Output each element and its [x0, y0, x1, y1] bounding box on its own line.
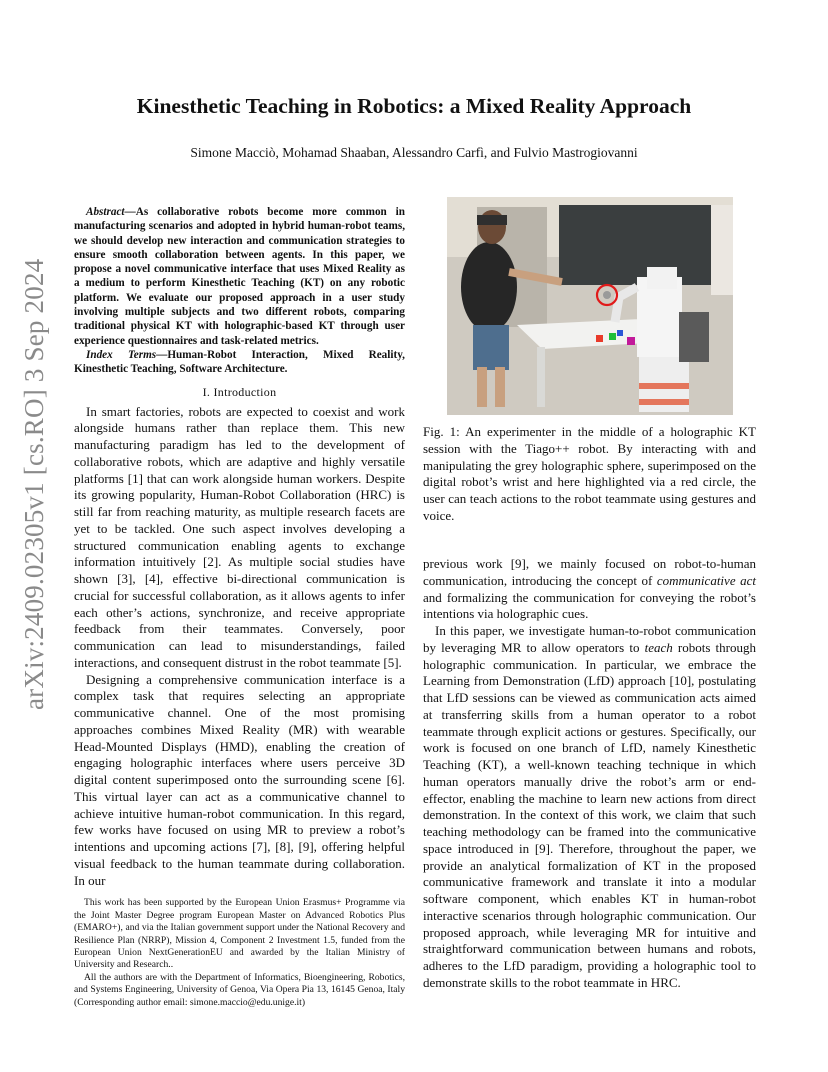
abstract-lead: Abstract	[86, 206, 125, 218]
paper-title: Kinesthetic Teaching in Robotics: a Mixed Reality Approach	[136, 94, 692, 118]
figure-1-caption: Fig. 1: An experimenter in the middle of a holographic KT session with the Tiago++ robot. By interacting with and manipulating the grey holographic sphere, superimposed on the digital robot’s wrist and here highlighted via a red circle, the user can teach actions to the robot teammate using gestures and voice.	[423, 424, 756, 523]
abstract	[74, 205, 405, 348]
index-terms	[74, 348, 405, 377]
figure-1-photo	[447, 197, 733, 415]
text-span: In this paper, we investigate human-to-robot communication by leveraging MR to allow operators to	[423, 623, 756, 655]
funding-footnote: This work has been supported by the European Union Erasmus+ Programme via the Joint Master Degree program European Master on Advanced Robotics Plus (EMARO+), and via the Italian government support under the National Recovery and Resilience Plan (NRRP), Mission 4, Component 2 Investment 1.5, funded from the European Union NextGenerationEU and awarded by the Italian Ministry of University and Research..	[74, 897, 405, 971]
right-paragraph-2	[423, 623, 756, 992]
emphasis-teach: teach	[644, 639, 673, 655]
abstract-text: As collaborative robots become more common in manufacturing scenarios and adopted in hybrid human-robot teams, we should develop new interaction and communication strategies to ensure smooth collaboration between agents. In this paper, we propose a novel communicative interface that uses Mixed Reality as a medium to perform Kinesthetic Teaching (KT) on any robotic platform. We evaluate our proposed approach in a user study involving multiple subjects and two different robots, comparing traditional physical KT with holographic-based KT through user experience questionnaires and task-related metrics.	[74, 206, 405, 347]
index-terms-lead: Index Terms	[86, 348, 157, 361]
text-span: robots through holographic communication. In particular, we embrace the Learning from Demonstration (LfD) approach [10], postulating that LfD sessions can be viewed as communication acts aimed at transferring skills from a human operator to a robot teammate through explicit actions or gestures. Specifically, our work is focused on one branch of LfD, namely Kinesthetic Teaching (KT), a well-known teaching technique in which human operators manually drive the robot’s arm or end-effector, enabling the machine to learn new actions from direct demonstration. In the context of this work, we claim that such teaching methodology can be framed into the communicative space introduced in [9]. Therefore, throughout the paper, we provide an analytical formalization of KT in the proposed communicative framework and translate it into a modular software component, which enables KT in human-robot interactive scenarios through holographic communication. Our proposed approach, while leveraging MR for intuitive and straightforward communication between humans and robots, adheres to the LfD paradigm, providing a holographic tool to demonstrate skills to the robot teammate in HRC.	[423, 639, 756, 990]
section-heading-text: I. Introduction	[202, 384, 277, 399]
right-column	[423, 556, 756, 992]
intro-paragraph: In smart factories, robots are expected to coexist and work alongside humans rather than replace them. This new manufacturing paradigm has led to the development of collaborative robots, which are adaptive and highly versatile platforms [1] that can work alongside human workers. Despite its growing popularity, Human-Robot Collaboration (HRC) is still far from reaching maturity, as multiple research facets are yet to be tackled. One such aspect involves developing a structured communication enabling agents to exchange information intuitively [2]. As multiple social studies have shown [3], [4], effective bi-directional communication is crucial for successful collaboration, as it allows agents to infer each other’s actions, synchronize, and receive appropriate feedback from their teammates. Conversely, poor communication can lead to misunderstandings, failed interactions, and consequent distrust in the robot teammate [5].	[74, 403, 405, 670]
affiliation-footnote: All the authors are with the Department of Informatics, Bioengineering, Robotics, and Systems Engineering, University of Genoa, Via Opera Pia 13, 16145 Genoa, Italy (Corresponding author email: simone.maccio@edu.unige.it)	[74, 971, 405, 1008]
index-terms-text: Human-Robot Interaction, Mixed Reality, Kinesthetic Teaching, Software Architecture.	[74, 348, 405, 376]
right-paragraph-1	[423, 556, 756, 623]
author-list: Simone Macciò, Mohamad Shaaban, Alessandro Carfì, and Fulvio Mastrogiovanni	[190, 145, 638, 160]
intro-paragraph: Designing a comprehensive communication interface is a complex task that requires selecting an appropriate communicative channel. One of the most promising approaches combines Mixed Reality (MR) with wearable Head-Mounted Displays (HMD), enabling the creation of engaging holographic interfaces where users perceive 3D digital content superimposed onto the surrounding scene [6]. This virtual layer can act as a communicative channel to achieve intuitive human-robot communication. In this regard, few works have focused on using MR to preview a robot’s intentions and upcoming actions [7], [8], [9], offering helpful visual feedback to the human teammate during collaboration. In our	[74, 671, 405, 888]
experiment-photo-illustration	[447, 197, 733, 415]
abstract-dash: —	[124, 206, 136, 218]
index-terms-dash: —	[156, 348, 168, 361]
left-column	[74, 205, 405, 1009]
arxiv-identifier: arXiv:2409.02305v1 [cs.RO] 3 Sep 2024	[19, 258, 49, 710]
section-heading-introduction	[74, 385, 405, 400]
emphasis-communicative-act: communicative act	[656, 572, 757, 588]
text-span: and formalizing the communication for conveying the robot’s intentions via holographic cues.	[423, 589, 756, 622]
text-span: previous work [9], we mainly focused on robot-to-human communication, introducing the concept of	[423, 556, 756, 588]
arxiv-watermark	[14, 258, 54, 710]
